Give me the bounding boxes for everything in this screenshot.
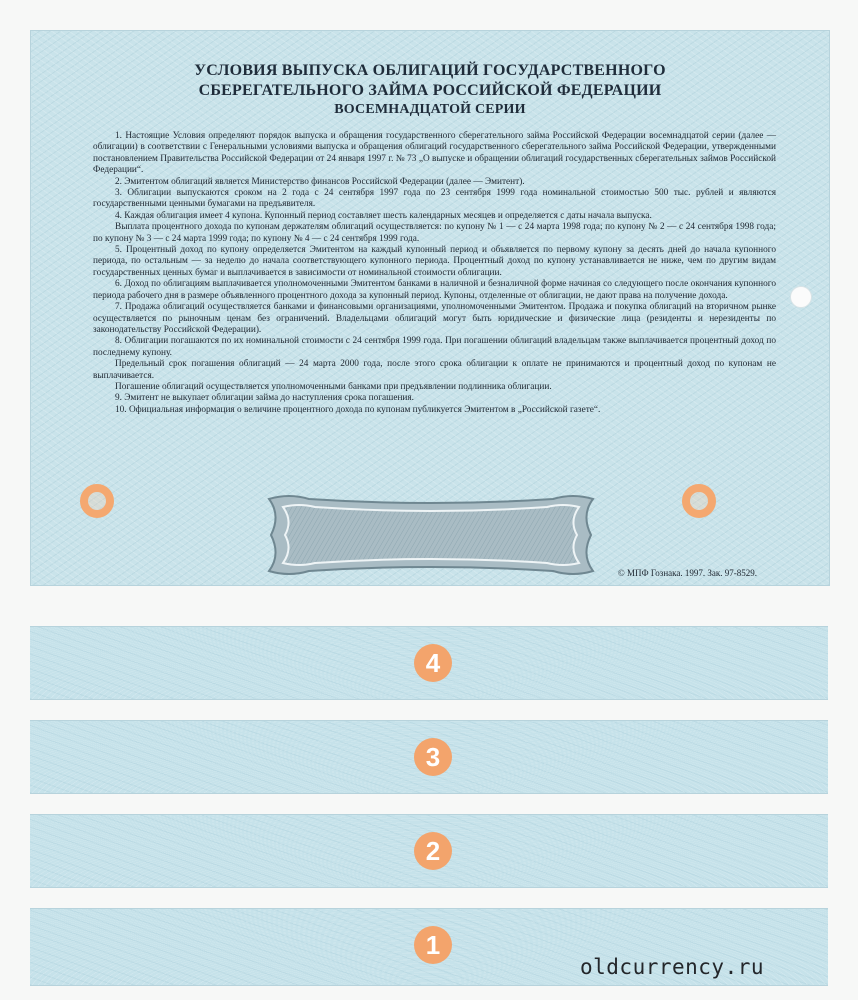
paragraph: 7. Продажа облигаций осуществляется банками и финансовыми организациями, уполномоченными Эмитентом. Продажа и покупка облигаций на вторичном рынке осуществляется по рыночным ценам без ограничений. Владельцами облигаций могут быть юридические и физические лица (резиденты и нерезиденты по законодательству Российской Федерации). [93, 302, 776, 335]
paragraph: 8. Облигации погашаются по их номинальной стоимости с 24 сентября 1999 года. При погашении облигаций владельцам также выплачивается процентный доход по последнему купону. [93, 336, 776, 358]
coupon-3 [30, 720, 828, 794]
paragraph: 3. Облигации выпускаются сроком на 2 года с 24 сентября 1997 года по 23 сентября 1999 года номинальной стоимостью 500 тыс. рублей и являются государственными ценными бумагами на предъявителя. [93, 188, 776, 210]
paragraph: 2. Эмитентом облигаций является Министерство финансов Российской Федерации (далее — Эмитент). [115, 176, 525, 187]
printer-copyright: © МПФ Гознака. 1997. Зак. 97-8529. [617, 568, 757, 578]
punch-hole [790, 286, 812, 308]
coupon-number-badge: 4 [414, 644, 452, 682]
coupon-number-badge: 1 [414, 926, 452, 964]
ring-ornament-right [682, 484, 716, 518]
coupon-number-badge: 2 [414, 832, 452, 870]
paragraph: 1. Настоящие Условия определяют порядок выпуска и обращения государственного сберегательного займа Российской Федерации восемнадцатой серии (далее — облигации) в соответствии с Генеральными условиями выпуска и обращения облигаций государственного сберегательного займа Российской Федерации, утвержденными постановлением Правительства Российской Федерации от 24 января 1997 г. № 73 „О выпуске и обращении облигаций государственных сберегательных займов Российской Федерации“. [93, 131, 776, 176]
title-line-1: УСЛОВИЯ ВЫПУСКА ОБЛИГАЦИЙ ГОСУДАРСТВЕННОГО [194, 62, 666, 79]
paragraph: Погашение облигаций осуществляется уполномоченными банками при предъявлении подлинника облигации. [115, 381, 552, 392]
coupon-2 [30, 814, 828, 888]
coupon-4 [30, 626, 828, 700]
paragraph: 4. Каждая облигация имеет 4 купона. Купонный период составляет шесть календарных месяцев и определяется с даты начала выпуска. [115, 210, 652, 221]
paragraph: 10. Официальная информация о величине процентного дохода по купонам публикуется Эмитентом в „Российской газете“. [115, 404, 601, 415]
title-line-2: СБЕРЕГАТЕЛЬНОГО ЗАЙМА РОССИЙСКОЙ ФЕДЕРАЦИИ [198, 82, 662, 99]
title-line-3: ВОСЕМНАДЦАТОЙ СЕРИИ [334, 102, 526, 117]
paragraph: 9. Эмитент не выкупает облигации займа до наступления срока погашения. [115, 393, 415, 404]
coupon-number-badge: 3 [414, 738, 452, 776]
paragraph: Выплата процентного дохода по купонам держателям облигаций осуществляется: по купону № 1 — с 24 марта 1998 года; по купону № 2 — с 24 сентября 1998 года; по купону № 3 — с 24 марта 1999 года; по купону № 4 — с 24 сентября 1999 года. [93, 222, 776, 244]
paragraph: 6. Доход по облигациям выплачивается уполномоченными Эмитентом банками в наличной и безналичной форме начиная со следующего после окончания купонного периода рабочего дня в размере объявленного процентного дохода за купонный период. Купоны, отделенные от облигации, не дают права на получение дохода. [93, 279, 776, 301]
site-watermark: oldcurrency.ru [580, 955, 765, 979]
paragraph: Предельный срок погашения облигаций — 24 марта 2000 года, после этого срока облигации к оплате не принимаются и процентный доход по купонам не выплачивается. [93, 359, 776, 381]
ring-ornament-left [80, 484, 114, 518]
paragraph: 5. Процентный доход по купону определяется Эмитентом на каждый купонный период и объявляется по первому купону за десять дней до начала купонного периода, по остальным — за неделю до начала соответствующего купонного периода. Процентный доход по купону устанавливается не ниже, чем по другим видам государственных ценных бумаг и выплачивается в зависимости от номинальной стоимости облигации. [93, 245, 776, 278]
document-title [31, 61, 829, 119]
conditions-text [93, 131, 776, 416]
decorative-cartouche [249, 493, 613, 577]
